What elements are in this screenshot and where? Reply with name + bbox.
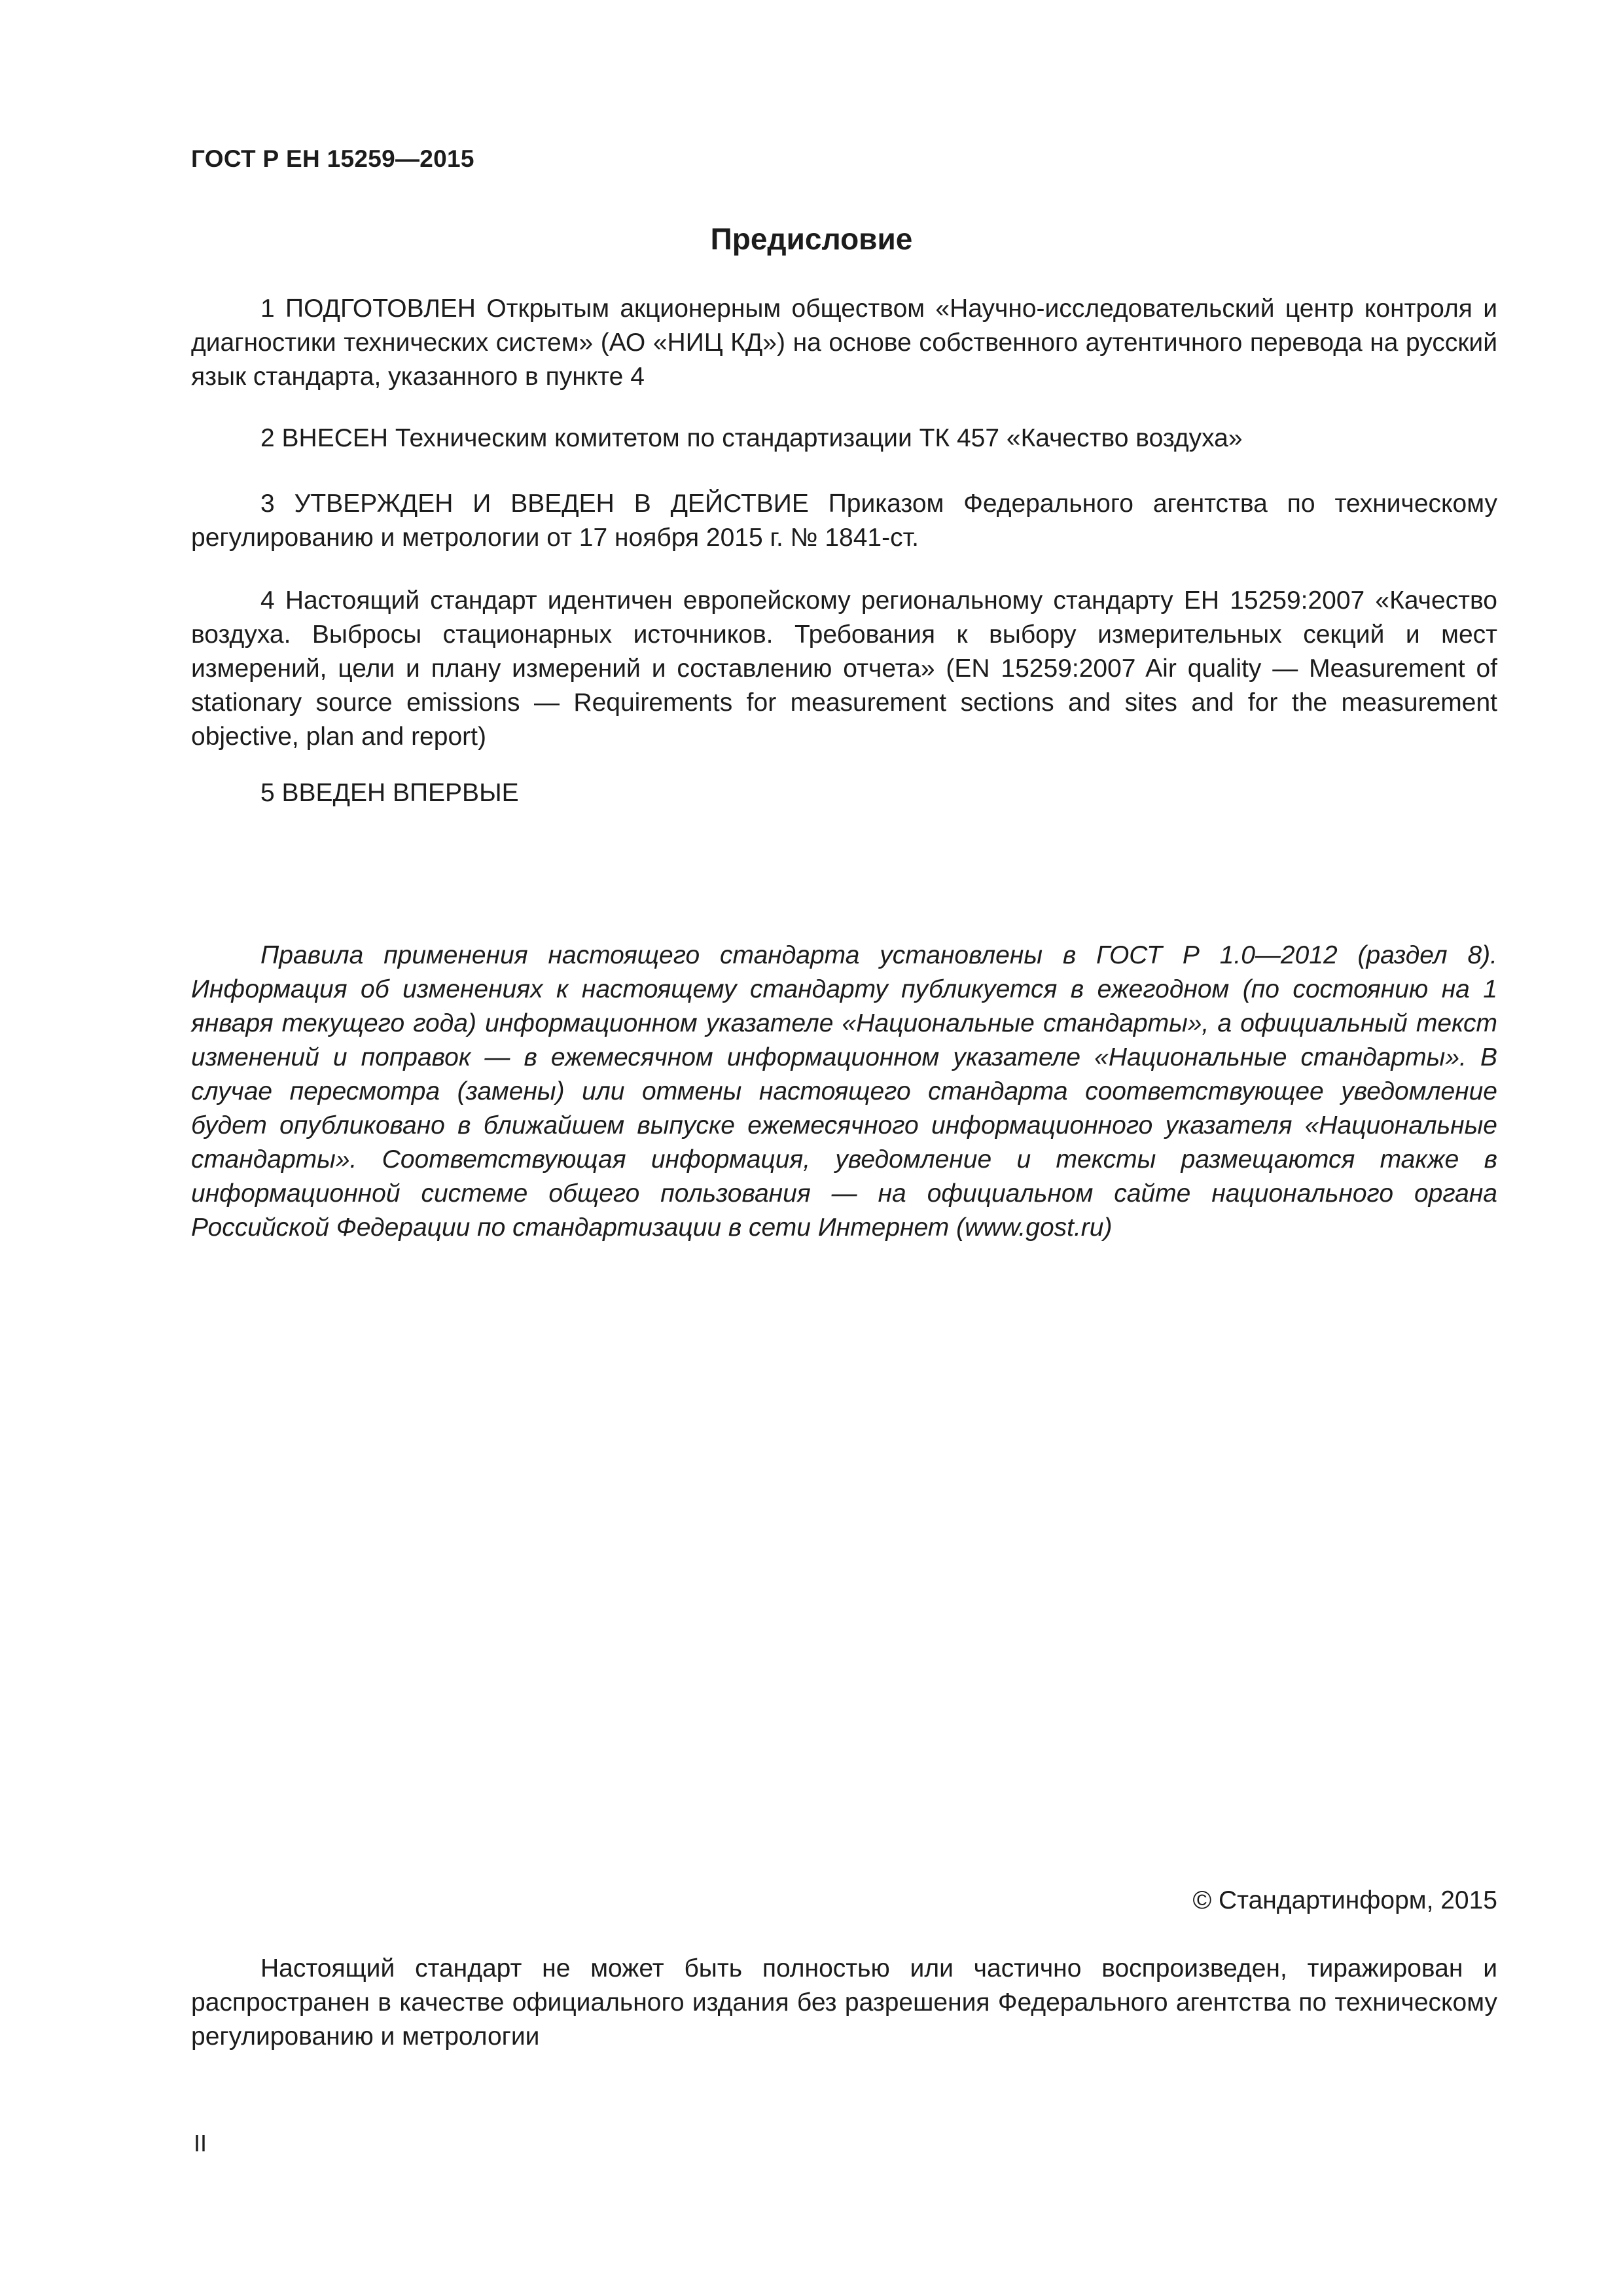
paragraph-4-identical-standard: 4 Настоящий стандарт идентичен европейскому региональному стандарту ЕН 15259:2007 «Качество воздуха. Выбросы стационарных источников. Требования к выбору измерительных секций и мест измерений, цели и плану измерений и составлению отчета» (EN 15259:2007 Air quality — Measurement of stationary source emissions — Requirements for measurement sections and sites and for the measurement objective, plan and report) xyxy=(191,586,1497,751)
paragraph-2-introduced-by: 2 ВНЕСЕН Техническим комитетом по стандартизации ТК 457 «Качество воздуха» xyxy=(260,424,1243,452)
page-title: Предисловие xyxy=(710,222,913,256)
document-code-header: ГОСТ Р ЕН 15259—2015 xyxy=(191,145,474,172)
rules-notice: Правила применения настоящего стандарта установлены в ГОСТ Р 1.0—2012 (раздел 8). Информация об изменениях к настоящему стандарту публикуется в ежегодном (по состоянию на 1 января текущего года) информационном указателе «Национальные стандарты», а официальный текст изменений и поправок — в ежемесячном информационном указателе «Национальные стандарты». В случае пересмотра (замены) или отмены настоящего стандарта соответствующее уведомление будет опубликовано в ближайшем выпуске ежемесячного информационного указателя «Национальные стандарты». Соответствующая информация, уведомление и тексты размещаются также в информационной системе общего пользования — на официальном сайте национального органа Российской Федерации по стандартизации в сети Интернет (www.gost.ru) xyxy=(191,941,1497,1242)
paragraph-1-prepared-by: 1 ПОДГОТОВЛЕН Открытым акционерным обществом «Научно-исследовательский центр контроля и диагностики технических систем» (АО «НИЦ КД») на основе собственного аутентичного перевода на русский язык стандарта, указанного в пункте 4 xyxy=(191,295,1497,391)
page-number: II xyxy=(194,2130,207,2157)
copyright-line: © Стандартинформ, 2015 xyxy=(1192,1886,1497,1914)
reproduction-notice: Настоящий стандарт не может быть полностью или частично воспроизведен, тиражирован и распространен в качестве официального издания без разрешения Федерального агентства по техническому регулированию и метрологии xyxy=(191,1954,1497,2051)
paragraph-5-first-introduced: 5 ВВЕДЕН ВПЕРВЫЕ xyxy=(260,779,519,807)
paragraph-3-approved: 3 УТВЕРЖДЕН И ВВЕДЕН В ДЕЙСТВИЕ Приказом Федерального агентства по техническому регулированию и метрологии от 17 ноября 2015 г. № 1841-ст. xyxy=(191,490,1497,552)
